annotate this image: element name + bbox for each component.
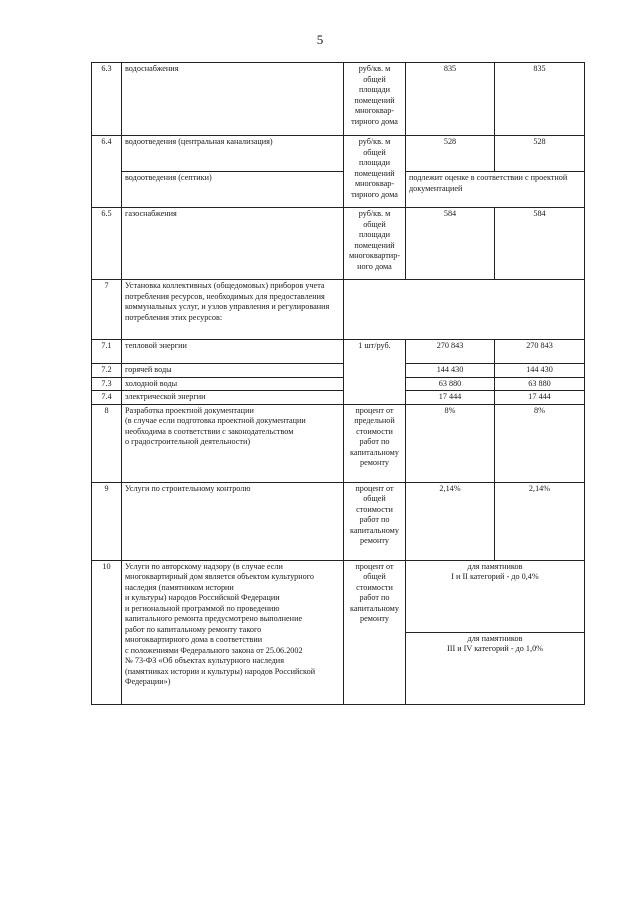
row-value-2: 63 880 xyxy=(495,377,585,391)
row-value-2: 17 444 xyxy=(495,391,585,405)
row-name: тепловой энергии xyxy=(122,340,344,364)
row-name: Разработка проектной документации (в случае если подготовка проектной документации необходима в соответствии с законодательством о градостроительной деятельности) xyxy=(122,404,344,482)
table-row xyxy=(92,172,585,208)
row-name: Услуги по строительному контролю xyxy=(122,482,344,560)
row-number: 10 xyxy=(92,560,122,704)
row-unit: руб/кв. м общей площади помещений многоквар- тирного дома xyxy=(344,63,406,136)
page-number: 5 xyxy=(316,32,324,47)
row-number: 6.4 xyxy=(92,136,122,208)
row-value-category-1-2: для памятников I и II категорий - до 0,4% xyxy=(406,560,585,632)
row-value-1: 528 xyxy=(406,136,495,172)
row-unit: процент от предельной стоимости работ по капитальному ремонту xyxy=(344,404,406,482)
table-row xyxy=(92,377,585,391)
row-unit: 1 шт/руб. xyxy=(344,340,406,405)
table-row xyxy=(92,391,585,405)
row-value-2: 2,14% xyxy=(495,482,585,560)
row-name: газоснабжения xyxy=(122,208,344,280)
row-value-1: 835 xyxy=(406,63,495,136)
row-name: Установка коллективных (общедомовых) приборов учета потребления ресурсов, необходимых для предоставления коммунальных услуг, и узлов управления и регулирования потребления этих ресурсов: xyxy=(122,280,344,340)
row-name: электрической энергии xyxy=(122,391,344,405)
row-number: 6.3 xyxy=(92,63,122,136)
table-row xyxy=(92,280,585,340)
row-name: Услуги по авторскому надзору (в случае если многоквартирный дом является объектом культурного наследия (памятником истории и культуры) народов Российской Федерации и региональной программой по проведению капитального ремонта предусмотрено выполнение работ по капитальному ремонту такого многоквартирного дома в соответствии с положениями Федерального закона от 25.06.2002 № 73-ФЗ «Об объектах культурного наследия (памятниках истории и культуры) народов Российской Федерации») xyxy=(122,560,344,704)
row-value-1: 144 430 xyxy=(406,364,495,378)
row-name: горячей воды xyxy=(122,364,344,378)
row-value-merged: подлежит оценке в соответствии с проектной документацией xyxy=(406,172,585,208)
table-row xyxy=(92,364,585,378)
row-unit: руб/кв. м общей площади помещений многоквартир- ного дома xyxy=(344,208,406,280)
row-unit: процент от общей стоимости работ по капитальному ремонту xyxy=(344,482,406,560)
row-number: 9 xyxy=(92,482,122,560)
row-value-2: 8% xyxy=(495,404,585,482)
table-row xyxy=(92,63,585,136)
row-unit: руб/кв. м общей площади помещений многоквар- тирного дома xyxy=(344,136,406,208)
row-value-1: 8% xyxy=(406,404,495,482)
row-name-sub: водоотведения (септики) xyxy=(122,172,344,208)
row-empty xyxy=(344,280,585,340)
row-value-1: 270 843 xyxy=(406,340,495,364)
row-number: 8 xyxy=(92,404,122,482)
row-number: 7.2 xyxy=(92,364,122,378)
row-value-1: 2,14% xyxy=(406,482,495,560)
row-number: 7.4 xyxy=(92,391,122,405)
table-row xyxy=(92,208,585,280)
row-name: холодной воды xyxy=(122,377,344,391)
table-row xyxy=(92,482,585,560)
row-number: 7.1 xyxy=(92,340,122,364)
row-value-1: 17 444 xyxy=(406,391,495,405)
row-number: 6.5 xyxy=(92,208,122,280)
row-value-2: 528 xyxy=(495,136,585,172)
row-number: 7.3 xyxy=(92,377,122,391)
row-name: водоотведения (центральная канализация) xyxy=(122,136,344,172)
table-row xyxy=(92,404,585,482)
row-value-1: 63 880 xyxy=(406,377,495,391)
row-value-2: 270 843 xyxy=(495,340,585,364)
table-row xyxy=(92,136,585,172)
row-name: водоснабжения xyxy=(122,63,344,136)
row-value-category-3-4: для памятников III и IV категорий - до 1,0% xyxy=(406,632,585,704)
row-unit: процент от общей стоимости работ по капитальному ремонту xyxy=(344,560,406,704)
rates-table xyxy=(91,62,585,705)
table-row xyxy=(92,560,585,632)
row-value-1: 584 xyxy=(406,208,495,280)
row-number: 7 xyxy=(92,280,122,340)
row-value-2: 144 430 xyxy=(495,364,585,378)
row-value-2: 835 xyxy=(495,63,585,136)
table-row xyxy=(92,340,585,364)
row-value-2: 584 xyxy=(495,208,585,280)
